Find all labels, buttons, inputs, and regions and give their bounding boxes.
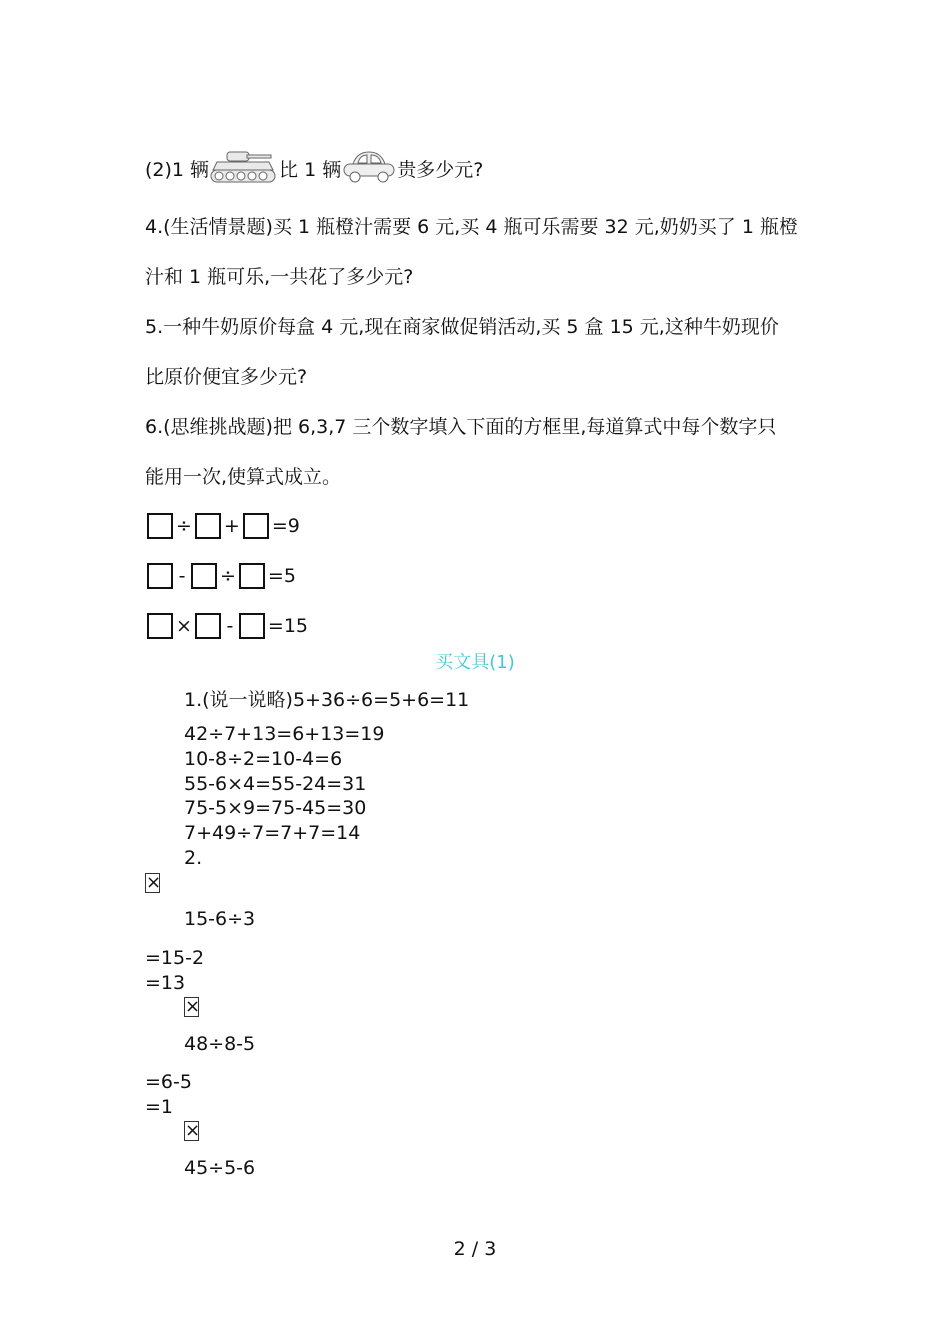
answer-2-step: =1 bbox=[145, 1096, 174, 1118]
question-4-line-1: 4.(生活情景题)买 1 瓶橙汁需要 6 元,买 4 瓶可乐需要 32 元,奶奶买了 1 瓶橙 bbox=[145, 216, 798, 238]
question-2-part-b: 比 1 辆 bbox=[279, 159, 342, 181]
answer-box[interactable] bbox=[239, 613, 265, 639]
answer-2-expression: 15-6÷3 bbox=[184, 908, 256, 930]
operator: - bbox=[226, 615, 234, 637]
question-6-line-2: 能用一次,使算式成立。 bbox=[145, 466, 342, 488]
answer-box[interactable] bbox=[191, 563, 217, 589]
answer-2-expression: 48÷8-5 bbox=[184, 1033, 256, 1055]
tank-image bbox=[209, 148, 279, 193]
question-5-line-1: 5.一种牛奶原价每盒 4 元,现在商家做促销活动,买 5 盒 15 元,这种牛奶现价 bbox=[145, 316, 779, 338]
answer-2-step: =15-2 bbox=[145, 947, 205, 969]
wrong-mark-icon: × bbox=[185, 996, 201, 1017]
operator: × bbox=[176, 615, 192, 637]
car-image bbox=[341, 148, 397, 193]
answer-1-line: 10-8÷2=10-4=6 bbox=[184, 748, 343, 770]
equation-2 bbox=[147, 563, 296, 589]
answer-box[interactable] bbox=[243, 513, 269, 539]
wrong-mark-icon: × bbox=[185, 1120, 201, 1141]
question-4-line-2: 汁和 1 瓶可乐,一共花了多少元? bbox=[145, 266, 414, 288]
answer-box[interactable] bbox=[195, 613, 221, 639]
operator: ÷ bbox=[220, 565, 236, 587]
answer-box[interactable] bbox=[147, 613, 173, 639]
question-2-part-a: (2)1 辆 bbox=[145, 159, 210, 181]
answer-1-line: 7+49÷7=7+7=14 bbox=[184, 822, 361, 844]
question-2 bbox=[145, 148, 483, 193]
answer-box[interactable] bbox=[195, 513, 221, 539]
answer-2-step: =13 bbox=[145, 972, 186, 994]
answer-1-head: 1.(说一说略)5+36÷6=5+6=11 bbox=[184, 689, 470, 711]
question-6-line-1: 6.(思维挑战题)把 6,3,7 三个数字填入下面的方框里,每道算式中每个数字只 bbox=[145, 416, 777, 438]
equation-result: =5 bbox=[267, 565, 296, 587]
equation-3 bbox=[147, 613, 308, 639]
answer-1-line: 42÷7+13=6+13=19 bbox=[184, 723, 385, 745]
answer-2-expression: 45÷5-6 bbox=[184, 1157, 256, 1179]
question-2-part-c: 贵多少元? bbox=[397, 159, 484, 181]
operator: ÷ bbox=[176, 515, 192, 537]
page-number: 2 / 3 bbox=[453, 1238, 497, 1260]
equation-1 bbox=[147, 513, 300, 539]
equation-result: =9 bbox=[271, 515, 300, 537]
answer-box[interactable] bbox=[147, 513, 173, 539]
answer-2-head: 2. bbox=[184, 847, 203, 869]
operator: - bbox=[178, 565, 186, 587]
equation-result: =15 bbox=[267, 615, 309, 637]
operator: + bbox=[223, 515, 240, 537]
answer-box[interactable] bbox=[147, 563, 173, 589]
wrong-mark-icon: × bbox=[146, 872, 162, 893]
question-5-line-2: 比原价便宜多少元? bbox=[145, 366, 308, 388]
answer-1-line: 75-5×9=75-45=30 bbox=[184, 797, 367, 819]
answer-1-line: 55-6×4=55-24=31 bbox=[184, 773, 367, 795]
answer-2-step: =6-5 bbox=[145, 1071, 192, 1093]
answer-section-title: 买文具(1) bbox=[435, 652, 515, 673]
answer-box[interactable] bbox=[239, 563, 265, 589]
